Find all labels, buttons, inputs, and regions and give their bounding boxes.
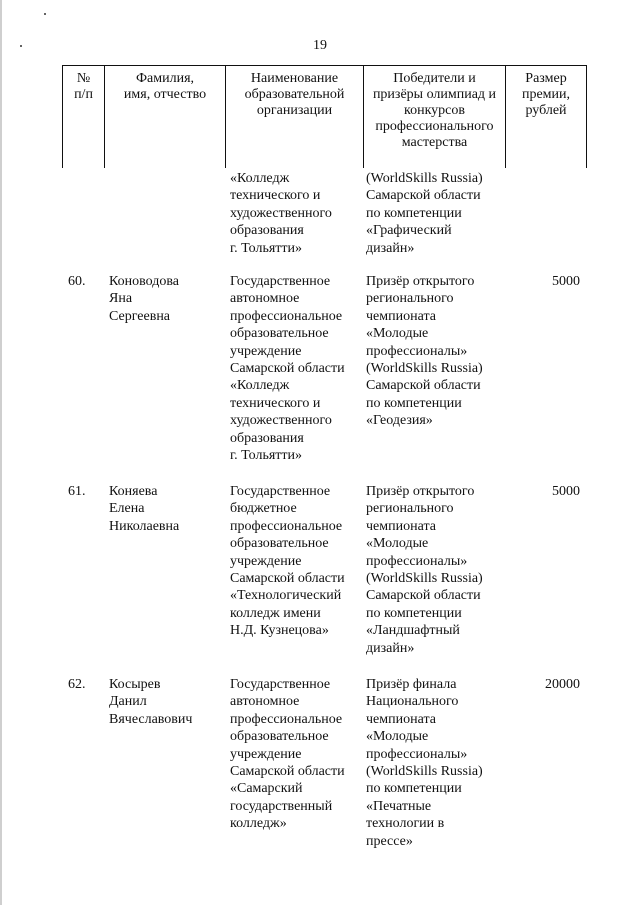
row-full-name: Коняева Елена Николаевна <box>109 484 180 534</box>
row-number: 60. <box>68 274 86 289</box>
row-number: 62. <box>68 677 86 692</box>
header-award: Победители и призёры олимпиад и конкурсов профессионального мастерства <box>363 66 505 168</box>
scan-speck <box>44 13 46 15</box>
page-number: 19 <box>313 38 327 53</box>
row-award: Призёр открытого регионального чемпионата «Молодые профессионалы» (WorldSkills Russia) Самарской области по компетенции «Ландшафтный дизайн» <box>366 484 483 656</box>
row-award: Призёр открытого регионального чемпионата «Молодые профессионалы» (WorldSkills Russia) Самарской области по компетенции «Геодезия» <box>366 274 483 429</box>
scan-edge <box>0 0 2 905</box>
header-prize: Размер премии, рублей <box>505 66 586 168</box>
row-prize: 5000 <box>552 274 580 289</box>
continuation-award: (WorldSkills Russia) Самарской области по компетенции «Графический дизайн» <box>366 171 483 256</box>
header-full-name: Фамилия, имя, отчество <box>104 66 225 168</box>
continuation-organization: «Колледж технического и художественного образования г. Тольятти» <box>230 171 332 256</box>
row-full-name: Косырев Данил Вячеславович <box>109 677 193 727</box>
row-prize: 20000 <box>545 677 580 692</box>
row-full-name: Коноводова Яна Сергеевна <box>109 274 180 324</box>
row-organization: Государственное бюджетное профессиональное образовательное учреждение Самарской области «Технологический колледж имени Н.Д. Кузнецова» <box>230 484 345 639</box>
row-award: Призёр финала Национального чемпионата «Молодые профессионалы» (WorldSkills Russia) по компетенции «Печатные технологии в прессе» <box>366 677 483 849</box>
row-organization: Государственное автономное профессиональное образовательное учреждение Самарской области «Самарский государственный колледж» <box>230 677 345 832</box>
header-number: № п/п <box>74 71 93 102</box>
row-organization: Государственное автономное профессиональное образовательное учреждение Самарской области «Колледж технического и художественного образования г. Тольятти» <box>230 274 345 464</box>
header-organization: Наименование образовательной организации <box>225 66 363 168</box>
table-header <box>62 65 587 168</box>
row-prize: 5000 <box>552 484 580 499</box>
row-number: 61. <box>68 484 86 499</box>
